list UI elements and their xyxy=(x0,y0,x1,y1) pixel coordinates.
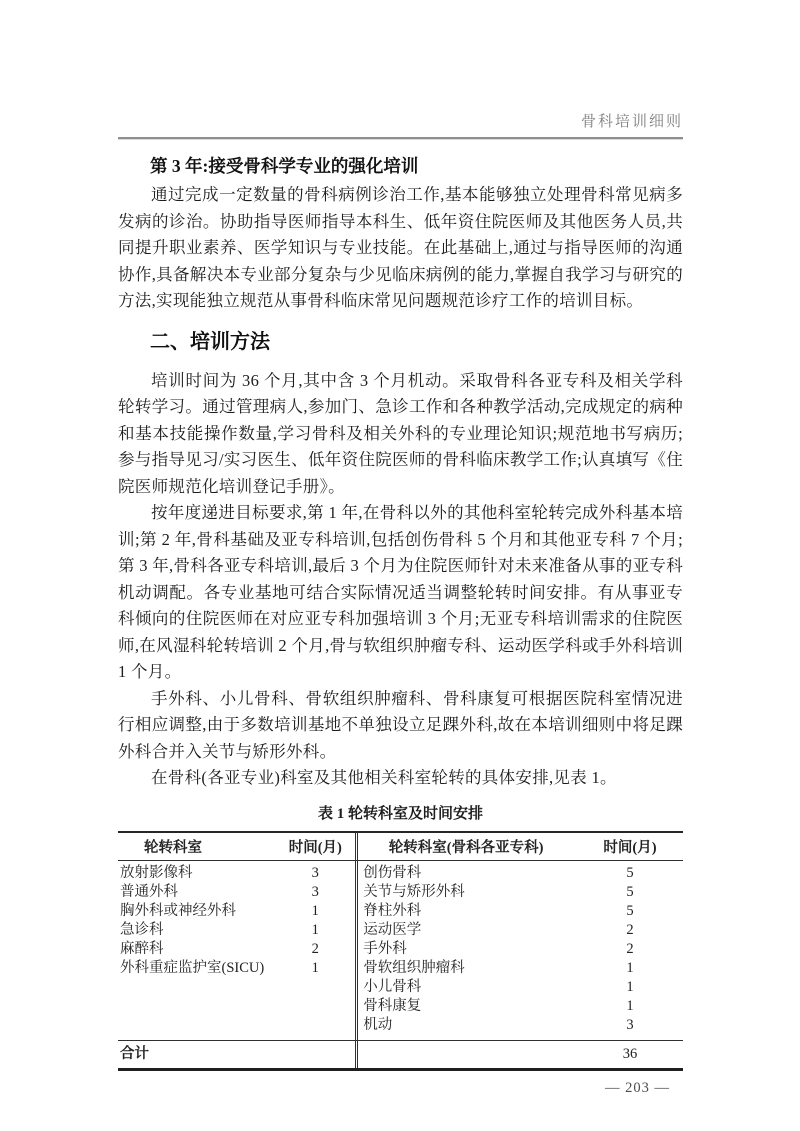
months-cell: 5 xyxy=(626,883,634,900)
column-header-dept-left: 轮转科室 xyxy=(144,839,202,856)
paragraph-year3-goals: 通过完成一定数量的骨科病例诊治工作,基本能够独立处理骨科常见病多发病的诊治。协助指导医师指导本科生、低年资住院医师及其他医务人员,共同提升职业素养、医学知识与专业技能。在此基础上,通过与指导医师的沟通协作,具备解决本专业部分复杂与少见临床病例的能力,掌握自我学习与研究的方法,实现能独立规范从事骨科临床常见问题规范诊疗工作的培训目标。 xyxy=(118,185,683,310)
table-row xyxy=(118,940,355,959)
table-title: 表 1 轮转科室及时间安排 xyxy=(317,805,483,822)
page-number: — 203 — xyxy=(605,1079,670,1096)
table-row xyxy=(355,864,683,883)
months-cell: 5 xyxy=(626,864,634,881)
table-vertical-divider xyxy=(355,833,358,1068)
months-cell: 1 xyxy=(311,959,319,976)
table-row xyxy=(118,959,355,978)
dept-cell: 急诊科 xyxy=(120,921,164,938)
months-cell: 5 xyxy=(626,902,634,919)
months-cell: 2 xyxy=(311,940,319,957)
paragraph-training-duration: 培训时间为 36 个月,其中含 3 个月机动。采取骨科各亚专科及相关学科轮转学习。通过管理病人,参加门、急诊工作和各种教学活动,完成规定的病种和基本技能操作数量,学习骨科及相关外科的专业理论知识;规范地书写病历;参与指导见习/实习医生、低年资住院医师的骨科临床教学工作;认真填写《住院医师规范化培训登记手册》。 xyxy=(118,370,683,496)
column-header-dept-right: 轮转科室(骨科各亚专科) xyxy=(388,839,544,856)
table-header-row xyxy=(118,833,683,861)
table-row xyxy=(355,883,683,902)
header-divider xyxy=(118,137,683,140)
months-cell: 1 xyxy=(311,921,319,938)
section-heading-year3: 第 3 年:接受骨科学专业的强化培训 xyxy=(150,156,419,176)
dept-cell: 创伤骨科 xyxy=(363,864,422,881)
dept-cell: 麻醉科 xyxy=(120,940,164,957)
paragraph-yearly-progression: 按年度递进目标要求,第 1 年,在骨科以外的其他科室轮转完成外科基本培训;第 2 年,骨科基础及亚专科培训,包括创伤骨科 5 个月和其他亚专科 7 个月;第 3 年,骨科各亚专科培训,最后 3 个月为住院医师针对未来准备从事的亚专科机动调配。各专业基地可结合实际情况适当调整轮转时间安排。有从事亚专科倾向的住院医师在对应亚专科加强培训 3 个月;无亚专科培训需求的住院医师,在风湿科轮转培训 2 个月,骨与软组织肿瘤专科、运动医学科或手外科培训 1 个月。 xyxy=(118,503,683,681)
paragraph-see-table: 在骨科(各亚专业)科室及其他相关科室轮转的具体安排,见表 1。 xyxy=(151,768,617,787)
dept-cell: 机动 xyxy=(363,1016,393,1033)
dept-cell: 胸外科或神经外科 xyxy=(120,902,236,919)
table-body xyxy=(118,861,683,1040)
dept-cell: 小儿骨科 xyxy=(363,978,422,995)
table-row xyxy=(355,921,683,940)
table-row xyxy=(355,940,683,959)
months-cell: 1 xyxy=(626,959,634,976)
months-cell: 2 xyxy=(626,940,634,957)
table-row xyxy=(355,902,683,921)
dept-cell: 运动医学 xyxy=(363,921,422,938)
table-total-row xyxy=(118,1040,683,1068)
dept-cell: 普通外科 xyxy=(120,883,178,900)
dept-cell: 外科重症监护室(SICU) xyxy=(120,959,265,976)
running-head: 骨科培训细则 xyxy=(580,114,683,130)
table-row xyxy=(355,1016,683,1035)
table-header-left-group xyxy=(118,836,355,857)
months-cell: 1 xyxy=(626,997,634,1014)
column-header-months-left: 时间(月) xyxy=(288,839,342,856)
months-cell: 3 xyxy=(311,883,319,900)
dept-cell: 骨软组织肿瘤科 xyxy=(363,959,465,976)
total-label: 合计 xyxy=(120,1045,149,1062)
dept-cell: 脊柱外科 xyxy=(363,902,422,919)
table-row xyxy=(118,902,355,921)
dept-cell: 骨科康复 xyxy=(363,997,422,1014)
table-row xyxy=(355,959,683,978)
months-cell: 1 xyxy=(626,978,634,995)
table-header-right-group xyxy=(355,836,683,857)
table-row xyxy=(118,864,355,883)
column-header-months-right: 时间(月) xyxy=(603,839,657,856)
paragraph-adjustments: 手外科、小儿骨科、骨软组织肿瘤科、骨科康复可根据医院科室情况进行相应调整,由于多数培训基地不单独设立足踝外科,故在本培训细则中将足踝外科合并入关节与矫形外科。 xyxy=(118,688,683,761)
table-body-right-group xyxy=(355,864,683,1035)
dept-cell: 关节与矫形外科 xyxy=(363,883,465,900)
table-row xyxy=(355,997,683,1016)
table-row xyxy=(355,978,683,997)
months-cell: 3 xyxy=(311,864,319,881)
section-heading-methods: 二、培训方法 xyxy=(150,330,270,353)
total-months-cell: 36 xyxy=(622,1045,638,1062)
table-body-left-group xyxy=(118,864,355,1035)
dept-cell: 放射影像科 xyxy=(120,864,193,881)
months-cell: 2 xyxy=(626,921,634,938)
dept-cell: 手外科 xyxy=(363,940,407,957)
table-total-right xyxy=(355,1041,683,1068)
months-cell: 1 xyxy=(311,902,319,919)
rotation-schedule-table xyxy=(118,831,683,1071)
table-row xyxy=(118,921,355,940)
table-total-left xyxy=(118,1041,355,1068)
table-row xyxy=(118,883,355,902)
months-cell: 3 xyxy=(626,1016,634,1033)
